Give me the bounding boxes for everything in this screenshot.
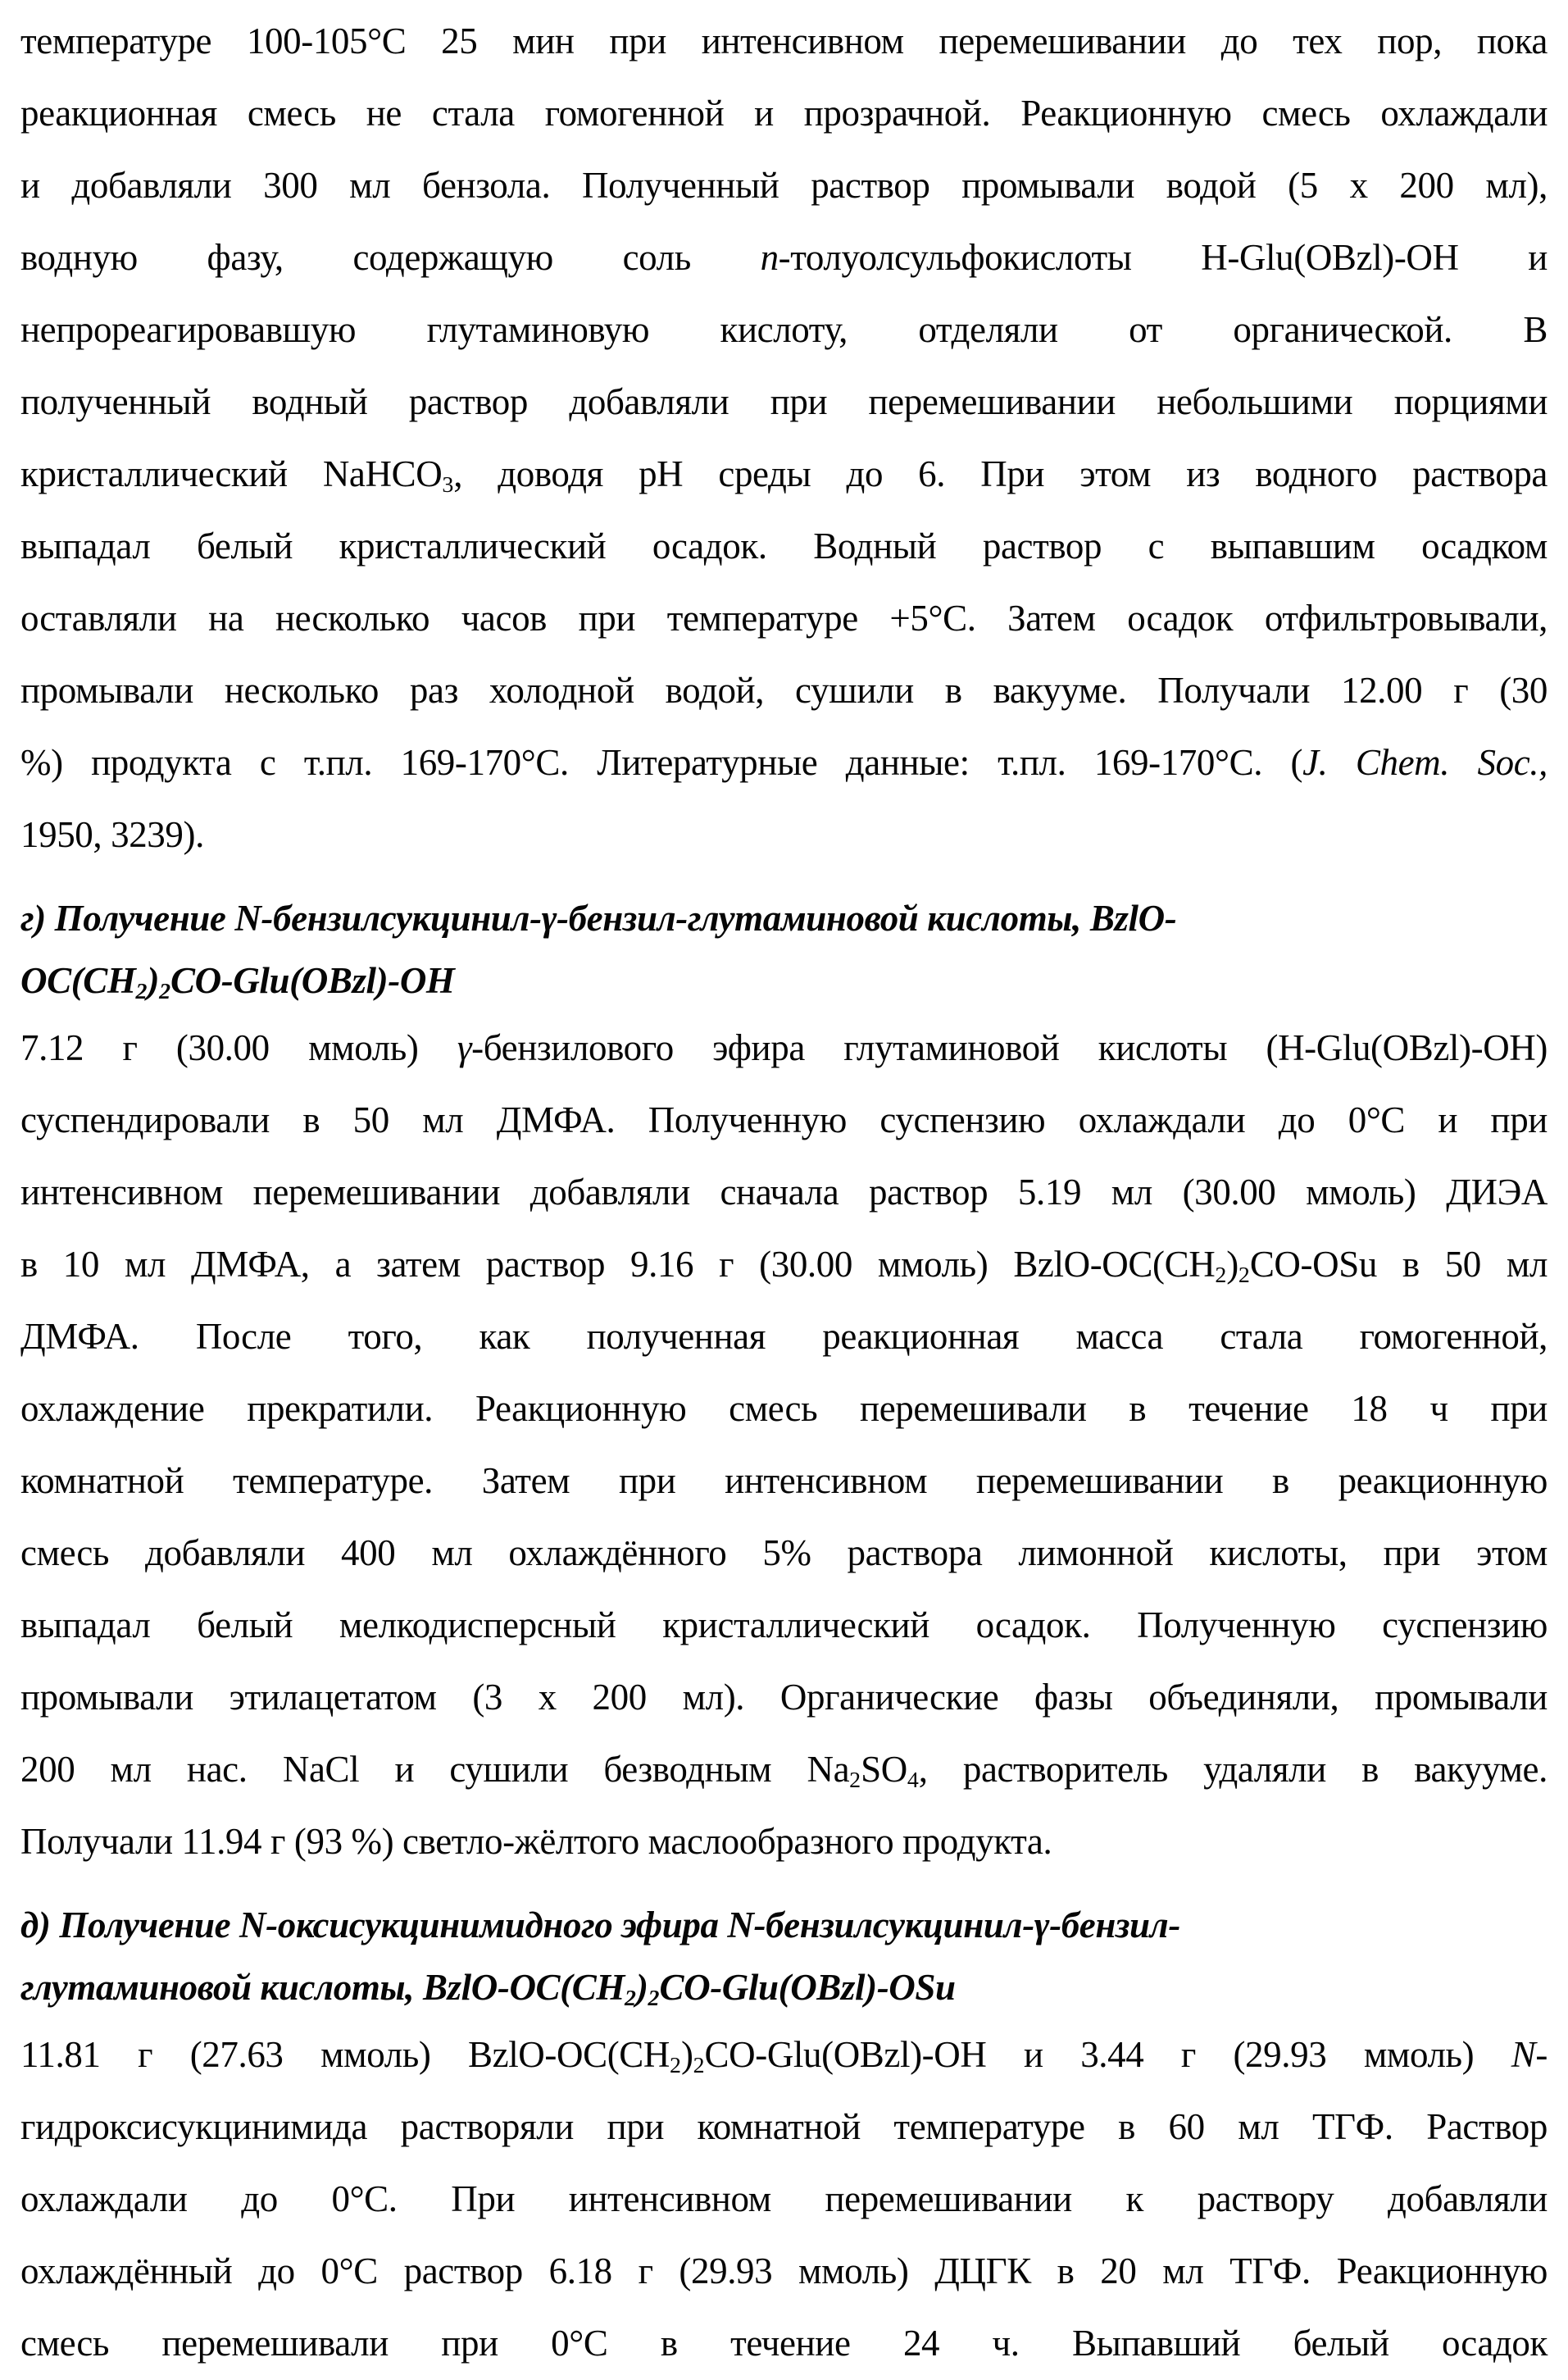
text-segment: глутаминовой кислоты, BzlO-OC(CH	[20, 1967, 625, 2008]
subscript-text: 2	[648, 1985, 660, 2011]
text-segment: гидроксисукцинимида растворяли при комнатной температуре в 60 мл ТГФ. Раствор	[20, 2106, 1548, 2147]
text-segment: температуре 100-105°С 25 мин при интенсивном перемешивании до тех пор, пока	[20, 20, 1548, 61]
text-segment: выпадал белый мелкодисперсный кристаллический осадок. Полученную суспензию	[20, 1604, 1548, 1645]
text-segment: д) Получение N-оксисукцинимидного эфира N-бензилсукцинил-γ-бензил-	[20, 1904, 1180, 1945]
text-line	[20, 294, 1548, 366]
text-line	[20, 2163, 1548, 2235]
subscript-text: 4	[907, 1767, 919, 1793]
text-line	[20, 366, 1548, 438]
text-segment: 7.12 г (30.00 ммоль)	[20, 1027, 457, 1068]
subscript-text: 2	[624, 1985, 636, 2011]
text-line	[20, 1589, 1548, 1661]
text-segment: водную фазу, содержащую соль	[20, 237, 761, 278]
text-line	[20, 1300, 1548, 1372]
subscript-text: 2	[670, 2052, 681, 2078]
text-segment: оставляли на несколько часов при температуре +5°С. Затем осадок отфильтровывали,	[20, 598, 1548, 639]
text-segment: CO-Glu(OBzl)-OH и 3.44 г (29.93 ммоль)	[704, 2034, 1511, 2075]
text-segment: , растворитель удаляли в вакууме.	[918, 1749, 1548, 1790]
text-segment: интенсивном перемешивании добавляли сначала раствор 5.19 мл (30.00 ммоль) ДИЭА	[20, 1172, 1548, 1213]
italic-text: γ	[457, 1027, 472, 1068]
text-segment: Получали 11.94 г (93 %) светло-жёлтого маслообразного продукта.	[20, 1821, 1052, 1862]
section-heading-d	[20, 1894, 1548, 2018]
text-segment: непрореагировавшую глутаминовую кислоту, отделяли от органической. В	[20, 309, 1548, 350]
text-line	[20, 2235, 1548, 2307]
text-segment: )	[635, 1967, 648, 2008]
section-heading-g	[20, 887, 1548, 1012]
subscript-text: 2	[693, 2052, 705, 2078]
subscript-text: 2	[849, 1767, 861, 1793]
text-segment: суспендировали в 50 мл ДМФА. Полученную суспензию охлаждали до 0°С и при	[20, 1099, 1548, 1140]
text-segment: CO-OSu в 50 мл	[1249, 1244, 1548, 1285]
text-line	[20, 887, 1548, 949]
text-line	[20, 2018, 1548, 2091]
text-line	[20, 1012, 1548, 1084]
text-segment: CO-Glu(OBzl)-OSu	[659, 1967, 956, 2008]
text-line	[20, 1228, 1548, 1300]
subscript-text: 2	[1238, 1262, 1250, 1288]
text-segment: охлаждение прекратили. Реакционную смесь перемешивали в течение 18 ч при	[20, 1388, 1548, 1429]
text-segment: 11.81 г (27.63 ммоль) BzlO-OC(CH	[20, 2034, 670, 2075]
paragraph-section-g	[20, 1012, 1548, 1877]
text-line	[20, 149, 1548, 221]
text-line	[20, 221, 1548, 294]
text-segment: 1950, 3239).	[20, 814, 204, 855]
subscript-text: 3	[442, 471, 454, 498]
text-line	[20, 1894, 1548, 1956]
text-segment: , доводя pH среды до 6. При этом из водного раствора	[453, 453, 1548, 494]
text-line	[20, 1956, 1548, 2018]
text-segment: промывали этилацетатом (3 х 200 мл). Органические фазы объединяли, промывали	[20, 1677, 1548, 1718]
text-segment: )	[1226, 1244, 1238, 1285]
text-line	[20, 1084, 1548, 1156]
text-segment: 200 мл нас. NaCl и сушили безводным Na	[20, 1749, 850, 1790]
text-segment: г) Получение N-бензилсукцинил-γ-бензил-глутаминовой кислоты, BzlO-	[20, 898, 1177, 939]
text-segment: CO-Glu(OBzl)-OH	[170, 960, 455, 1001]
subscript-text: 2	[159, 978, 171, 1004]
paragraph-section-d	[20, 2018, 1548, 2379]
text-segment: реакционная смесь не стала гомогенной и прозрачной. Реакционную смесь охлаждали	[20, 93, 1548, 134]
paragraph-continuation	[20, 5, 1548, 871]
text-line	[20, 2307, 1548, 2379]
text-segment: и добавляли 300 мл бензола. Полученный раствор промывали водой (5 х 200 мл),	[20, 165, 1548, 206]
text-line	[20, 726, 1548, 799]
text-line	[20, 510, 1548, 582]
text-segment: )	[680, 2034, 693, 2075]
text-line	[20, 1517, 1548, 1589]
text-segment: промывали несколько раз холодной водой, сушили в вакууме. Получали 12.00 г (30	[20, 670, 1548, 711]
text-segment: кристаллический NaHCO	[20, 453, 443, 494]
text-line	[20, 1661, 1548, 1733]
text-segment: -	[1535, 2034, 1548, 2075]
text-segment: OC(CH	[20, 960, 136, 1001]
text-line	[20, 799, 1548, 871]
text-segment: SO	[861, 1749, 907, 1790]
text-line	[20, 1733, 1548, 1805]
text-line	[20, 2091, 1548, 2163]
text-segment: охлаждали до 0°С. При интенсивном перемешивании к раствору добавляли	[20, 2178, 1548, 2219]
text-segment: смесь перемешивали при 0°С в течение 24 ч. Выпавший белый осадок	[20, 2323, 1548, 2364]
text-segment: смесь добавляли 400 мл охлаждённого 5% раствора лимонной кислоты, при этом	[20, 1532, 1548, 1573]
text-line	[20, 1445, 1548, 1517]
text-segment: -толуолсульфокислоты H-Glu(OBzl)-OH и	[778, 237, 1548, 278]
text-segment: ДМФА. После того, как полученная реакционная масса стала гомогенной,	[20, 1316, 1548, 1357]
text-line	[20, 5, 1548, 77]
text-segment: полученный водный раствор добавляли при перемешивании небольшими порциями	[20, 381, 1548, 422]
text-segment: выпадал белый кристаллический осадок. Водный раствор с выпавшим осадком	[20, 526, 1548, 567]
text-segment: охлаждённый до 0°С раствор 6.18 г (29.93 ммоль) ДЦГК в 20 мл ТГФ. Реакционную	[20, 2250, 1548, 2291]
text-line	[20, 949, 1548, 1012]
italic-text: N	[1511, 2034, 1536, 2075]
italic-text: n	[760, 237, 779, 278]
text-segment: %) продукта с т.пл. 169-170°С. Литературные данные: т.пл. 169-170°С. (	[20, 742, 1303, 783]
text-line	[20, 582, 1548, 654]
text-line	[20, 654, 1548, 726]
text-segment: )	[147, 960, 160, 1001]
text-segment: -бензилового эфира глутаминовой кислоты (H-Glu(OBzl)-OH)	[471, 1027, 1548, 1068]
subscript-text: 2	[135, 978, 148, 1004]
text-line	[20, 1372, 1548, 1445]
text-line	[20, 77, 1548, 149]
subscript-text: 2	[1215, 1262, 1227, 1288]
text-line	[20, 1805, 1548, 1877]
text-segment: в 10 мл ДМФА, а затем раствор 9.16 г (30.00 ммоль) BzlO-OC(CH	[20, 1244, 1216, 1285]
text-line	[20, 1156, 1548, 1228]
italic-text: J. Chem. Soc.,	[1302, 742, 1548, 783]
text-line	[20, 438, 1548, 510]
text-segment: комнатной температуре. Затем при интенсивном перемешивании в реакционную	[20, 1460, 1548, 1501]
